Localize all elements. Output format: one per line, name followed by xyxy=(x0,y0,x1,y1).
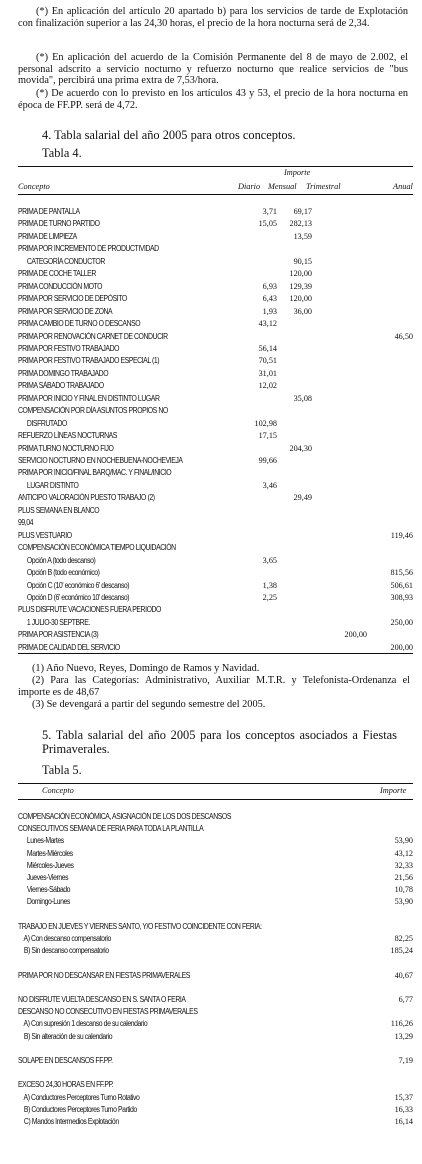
table-5-row xyxy=(18,897,413,906)
table-5-importe: 116,26 xyxy=(390,1019,413,1029)
table-5-importe: 53,90 xyxy=(394,836,413,846)
table-4-concept: PRIMA DOMINGO TRABAJADO xyxy=(18,368,109,378)
table-4-diario: 2,25 xyxy=(262,592,277,602)
table-4-concept: PLUS SEMANA EN BLANCO xyxy=(18,505,100,515)
table-4-mensual: 120,00 xyxy=(289,269,312,279)
table-4-header-importe: Importe xyxy=(284,168,311,177)
table-4-header-diario: Diario xyxy=(238,182,261,191)
table-4-concept: PRIMA DE TURNO PARTIDO xyxy=(18,219,100,229)
table-4-concept: 99,04 xyxy=(18,518,34,528)
table-4-row xyxy=(18,518,413,527)
table-4-row xyxy=(18,643,413,652)
table-4-row xyxy=(18,244,413,253)
table-5-row xyxy=(18,910,413,919)
table-4-row xyxy=(18,219,413,228)
table-4-header-concepto: Concepto xyxy=(18,182,50,191)
table-5-concept: Martes-Miércoles xyxy=(18,848,73,858)
table-5-row xyxy=(18,1068,413,1077)
table-4-diario: 3,65 xyxy=(262,555,277,565)
table-4-concept: PRIMA POR SERVICIO DE DEPÓSITO xyxy=(18,294,127,304)
table-5-concept: DESCANSO NO CONSECUTIVO EN FIESTAS PRIMAVERALES xyxy=(18,1007,198,1017)
table-5-concept: TRABAJO EN JUEVES Y VIERNES SANTO, Y/O FESTIVO COINCIDENTE CON FERIA: xyxy=(18,921,262,931)
table-4-concept: PRIMA POR INICIO Y FINAL EN DISTINTO LUGAR xyxy=(18,393,160,403)
table-4-diario: 6,93 xyxy=(262,281,277,291)
table-5-row xyxy=(18,1056,413,1065)
table-4-row xyxy=(18,269,413,278)
table-4-diario: 12,02 xyxy=(258,381,277,391)
table-5-importe: 82,25 xyxy=(394,934,413,943)
table-4-diario: 17,15 xyxy=(258,431,277,441)
table-4-concept: PRIMA CONDUCCIÓN MOTO xyxy=(18,281,103,291)
table-5-concept: C) Mandos Intermedios Explotación xyxy=(18,1117,119,1126)
table-4-label: Tabla 4. xyxy=(42,146,82,160)
table-4-header-trimestral: Trimestral xyxy=(306,182,341,191)
table-4-header-mensual: Mensual xyxy=(268,182,297,191)
table-4-concept: PRIMA CAMBIO DE TURNO O DESCANSO xyxy=(18,319,141,329)
table-4-row xyxy=(18,556,413,565)
table-4-row xyxy=(18,444,413,453)
table-4-concept: PRIMA POR INICIO/FINAL BARQ/MAC. Y FINAL/INICIO xyxy=(18,468,172,478)
table-5-row xyxy=(18,1080,413,1089)
table-5-row xyxy=(18,824,413,833)
table-4-concept: PRIMA DE PANTALLA xyxy=(18,207,80,216)
table-4-row xyxy=(18,481,413,490)
table-4-row xyxy=(18,618,413,627)
table-4-concept: PRIMA TURNO NOCTURNO FIJO xyxy=(18,443,114,453)
table-4-row xyxy=(18,406,413,415)
table-4-row xyxy=(18,207,413,216)
table-4-concept: 1 JULIO-30 SEPTBRE. xyxy=(18,617,90,627)
table-4-concept: PRIMA POR RENOVACIÓN CARNET DE CONDUCIR xyxy=(18,331,168,341)
table-4-anual: 250,00 xyxy=(390,617,413,627)
table-5-row xyxy=(18,885,413,894)
table-4-mensual: 282,13 xyxy=(289,219,312,229)
table-4-row xyxy=(18,630,413,639)
table-4-top-rule xyxy=(18,166,413,167)
table-4-anual: 506,61 xyxy=(390,580,413,590)
table-5-concept: SOLAPE EN DESCANSOS FF.PP. xyxy=(18,1056,113,1065)
intro-paragraph-3: (*) De acuerdo con lo previsto en los artículos 43 y 53, el precio de la hora nocturna en época de FF.PP. será de 4,72. xyxy=(18,88,408,111)
table-5-row xyxy=(18,1093,413,1102)
table-5-importe: 6,77 xyxy=(398,995,413,1004)
table-4-header-anual: Anual xyxy=(393,182,413,191)
table-4-row xyxy=(18,257,413,266)
table-5-concept: A) Conductores Perceptores Turno Rotativo xyxy=(18,1092,140,1102)
table-5-concept: A) Con descanso compensatorio xyxy=(18,934,111,943)
table-5-concept: EXCESO 24,30 HORAS EN FF.PP. xyxy=(18,1080,114,1090)
table-4-mensual: 36,00 xyxy=(293,306,312,316)
table-4-diario: 1,38 xyxy=(262,580,277,590)
table-4-row xyxy=(18,419,413,428)
table-5-row xyxy=(18,1117,413,1126)
table-4-header-rule xyxy=(18,194,413,195)
table-4-row xyxy=(18,493,413,502)
table-4-row xyxy=(18,232,413,241)
table-5-importe: 40,67 xyxy=(394,970,413,980)
table-4-concept: SERVICIO NOCTURNO EN NOCHEBUENA-NOCHEVIEJA xyxy=(18,456,183,465)
table-4-note-3: (3) Se devengará a partir del segundo semestre del 2005. xyxy=(32,699,266,710)
table-4-anual: 308,93 xyxy=(390,592,413,602)
table-5-concept: A) Con supresión 1 descanso de su calendario xyxy=(18,1019,148,1029)
table-5-importe: 185,24 xyxy=(390,946,413,956)
table-4-anual: 200,00 xyxy=(390,642,413,652)
table-4-row xyxy=(18,394,413,403)
table-4-diario: 102,98 xyxy=(254,418,277,428)
table-4-bottom-rule xyxy=(18,653,413,654)
table-4-anual: 815,56 xyxy=(390,568,413,578)
table-5-concept: Lunes-Martes xyxy=(18,836,64,846)
table-4-diario: 56,14 xyxy=(258,343,277,353)
table-5-importe: 16,33 xyxy=(394,1104,413,1114)
table-4-concept: PRIMA POR SERVICIO DE ZONA xyxy=(18,306,113,316)
table-4-anual: 46,50 xyxy=(394,331,413,341)
table-5-importe: 7,19 xyxy=(398,1056,413,1065)
table-4-mensual: 29,49 xyxy=(293,493,312,503)
table-4-row xyxy=(18,468,413,477)
table-4-note-1: (1) Año Nuevo, Reyes, Domingo de Ramos y Navidad. xyxy=(32,663,260,674)
table-4-mensual: 204,30 xyxy=(289,443,312,453)
table-5-row xyxy=(18,836,413,845)
table-5-row xyxy=(18,1044,413,1053)
table-4-row xyxy=(18,356,413,365)
table-4-row xyxy=(18,294,413,303)
table-4-row xyxy=(18,344,413,353)
table-4-diario: 43,12 xyxy=(258,319,277,329)
table-4-diario: 31,01 xyxy=(258,368,277,378)
table-5-row xyxy=(18,934,413,943)
table-5-row xyxy=(18,812,413,821)
table-4-diario: 6,43 xyxy=(262,294,277,304)
table-5-row xyxy=(18,1007,413,1016)
table-5-row xyxy=(18,1032,413,1041)
table-5-importe: 53,90 xyxy=(394,897,413,907)
table-5-row xyxy=(18,1105,413,1114)
table-4-concept: PRIMA POR FESTIVO TRABAJADO ESPECIAL (1) xyxy=(18,356,160,366)
table-5-row xyxy=(18,958,413,967)
table-4-row xyxy=(18,282,413,291)
table-4-row xyxy=(18,332,413,341)
table-4-concept: DISFRUTADO xyxy=(18,418,67,428)
section-4-title: 4. Tabla salarial del año 2005 para otros conceptos. xyxy=(42,128,296,142)
table-5-concept: NO DISFRUTE VUELTA DESCANSO EN S. SANTA O FERIA xyxy=(18,995,186,1004)
table-4-trimestral: 200,00 xyxy=(344,630,367,640)
table-4-diario: 1,93 xyxy=(262,306,277,316)
table-5-importe: 21,56 xyxy=(394,873,413,882)
table-4-concept: COMPENSACIÓN POR DÍA ASUNTOS PROPIOS NO xyxy=(18,406,168,416)
table-4-row xyxy=(18,543,413,552)
table-4-row xyxy=(18,319,413,328)
table-4-mensual: 129,39 xyxy=(289,281,312,291)
table-5-row xyxy=(18,849,413,858)
table-4-mensual: 90,15 xyxy=(293,256,312,266)
table-4-concept: Opción C (10' económico 6' descanso) xyxy=(18,580,130,590)
table-5-concept: Domingo-Lunes xyxy=(18,897,70,907)
table-4-diario: 70,51 xyxy=(258,356,277,366)
table-4-note-2: (2) Para las Categorías: Administrativo, Auxiliar M.T.R. y Telefonista-Ordenanza el importe es de 48,67 xyxy=(18,675,410,698)
table-4-diario: 15,05 xyxy=(258,219,277,229)
table-4-row xyxy=(18,581,413,590)
table-5-row xyxy=(18,873,413,882)
table-5-concept: PRIMA POR NO DESCANSAR EN FIESTAS PRIMAVERALES xyxy=(18,970,190,980)
table-4-concept: PRIMA POR INCREMENTO DE PRODUCTIVIDAD xyxy=(18,244,159,254)
table-5-row xyxy=(18,946,413,955)
table-5-concept: Viernes-Sábado xyxy=(18,885,71,895)
table-5-row xyxy=(18,861,413,870)
intro-paragraph-2: (*) En aplicación del acuerdo de la Comisión Permanente del 8 de mayo de 2.002, el personal adscrito a servicio nocturno y refuerzo nocturno que realice servicios de "bus movida", percibirá una prima extra de 7,53/hora. xyxy=(18,52,408,87)
table-4-row xyxy=(18,381,413,390)
table-4-row xyxy=(18,568,413,577)
table-4-concept: Opción A (todo descanso) xyxy=(18,555,96,565)
table-5-importe: 10,78 xyxy=(394,885,413,895)
table-4-concept: ANTICIPO VALORACIÓN PUESTO TRABAJO (2) xyxy=(18,493,155,503)
table-5-concept: Jueves-Viernes xyxy=(18,873,69,882)
table-4-concept: PRIMA DE CALIDAD DEL SERVICIO xyxy=(18,642,120,652)
table-5-concept: B) Conductores Perceptores Turno Partido xyxy=(18,1104,137,1114)
table-4-mensual: 120,00 xyxy=(289,294,312,304)
table-4-concept: PLUS DISFRUTE VACACIONES FUERA PERIODO xyxy=(18,605,161,615)
table-4-concept: Opción B (todo económico) xyxy=(18,568,100,578)
table-5-concept: B) Sin alteración de su calendario xyxy=(18,1031,113,1041)
table-4-concept: PRIMA POR ASISTENCIA (3) xyxy=(18,630,99,640)
table-5-importe: 32,33 xyxy=(394,860,413,870)
table-5-importe: 16,14 xyxy=(394,1117,413,1126)
table-5-importe: 13,29 xyxy=(394,1031,413,1041)
table-4-concept: PRIMA SÁBADO TRABAJADO xyxy=(18,381,104,391)
table-4-concept: COMPENSACIÓN ECONÓMICA TIEMPO LIQUIDACIÓN xyxy=(18,543,176,553)
table-4-mensual: 69,17 xyxy=(293,207,312,216)
table-5-concept: CONSECUTIVOS SEMANA DE FERIA PARA TODA LA PLANTILLA xyxy=(18,824,204,834)
table-4-concept: PRIMA POR FESTIVO TRABAJADO xyxy=(18,343,120,353)
table-4-mensual: 35,08 xyxy=(293,393,312,403)
section-5-title: 5. Tabla salarial del año 2005 para los conceptos asociados a Fiestas Primaverales. xyxy=(42,728,397,756)
table-4-row xyxy=(18,531,413,540)
table-4-mensual: 13,59 xyxy=(293,231,312,241)
table-4-row xyxy=(18,506,413,515)
table-5-header-rule xyxy=(18,799,413,800)
table-5-row xyxy=(18,922,413,931)
table-5-row xyxy=(18,1019,413,1028)
table-4-row xyxy=(18,456,413,465)
table-5-row xyxy=(18,995,413,1004)
table-5-label: Tabla 5. xyxy=(42,763,82,777)
intro-paragraph-1: (*) En aplicación del artículo 20 apartado b) para los servicios de tarde de Explotación con finalización superior a las 24,30 horas, el precio de la hora nocturna será de 2,34. xyxy=(18,6,408,29)
table-4-diario: 3,71 xyxy=(262,207,277,216)
table-4-row xyxy=(18,605,413,614)
table-4-concept: PLUS VESTUARIO xyxy=(18,530,72,540)
table-5-concept: COMPENSACIÓN ECONÓMICA, ASIGNACIÓN DE LOS DOS DESCANSOS xyxy=(18,812,231,821)
table-4-diario: 3,46 xyxy=(262,480,277,490)
table-4-concept: CATEGORÍA CONDUCTOR xyxy=(18,256,105,266)
table-5-header-concepto: Concepto xyxy=(42,786,74,795)
table-4-concept: REFUERZO LÍNEAS NOCTURNAS xyxy=(18,431,117,441)
table-5-importe: 43,12 xyxy=(394,848,413,858)
table-5-row xyxy=(18,983,413,992)
table-5-concept: B) Sin descanso compensatorio xyxy=(18,946,109,956)
table-4-concept: Opción D (6' económico 10' descanso) xyxy=(18,592,130,602)
table-5-importe: 15,37 xyxy=(394,1092,413,1102)
table-5-top-rule xyxy=(18,783,413,784)
table-4-concept: PRIMA DE COCHE TALLER xyxy=(18,269,96,279)
table-4-concept: PRIMA DE LIMPIEZA xyxy=(18,231,77,241)
table-4-diario: 99,66 xyxy=(258,456,277,465)
table-4-row xyxy=(18,593,413,602)
table-5-row xyxy=(18,971,413,980)
table-4-anual: 119,46 xyxy=(390,530,413,540)
table-4-row xyxy=(18,307,413,316)
table-4-row xyxy=(18,369,413,378)
table-4-row xyxy=(18,431,413,440)
table-5-header-importe: Importe xyxy=(380,786,407,795)
table-5-concept: Miércoles-Jueves xyxy=(18,860,74,870)
table-4-concept: LUGAR DISTINTO xyxy=(18,480,79,490)
